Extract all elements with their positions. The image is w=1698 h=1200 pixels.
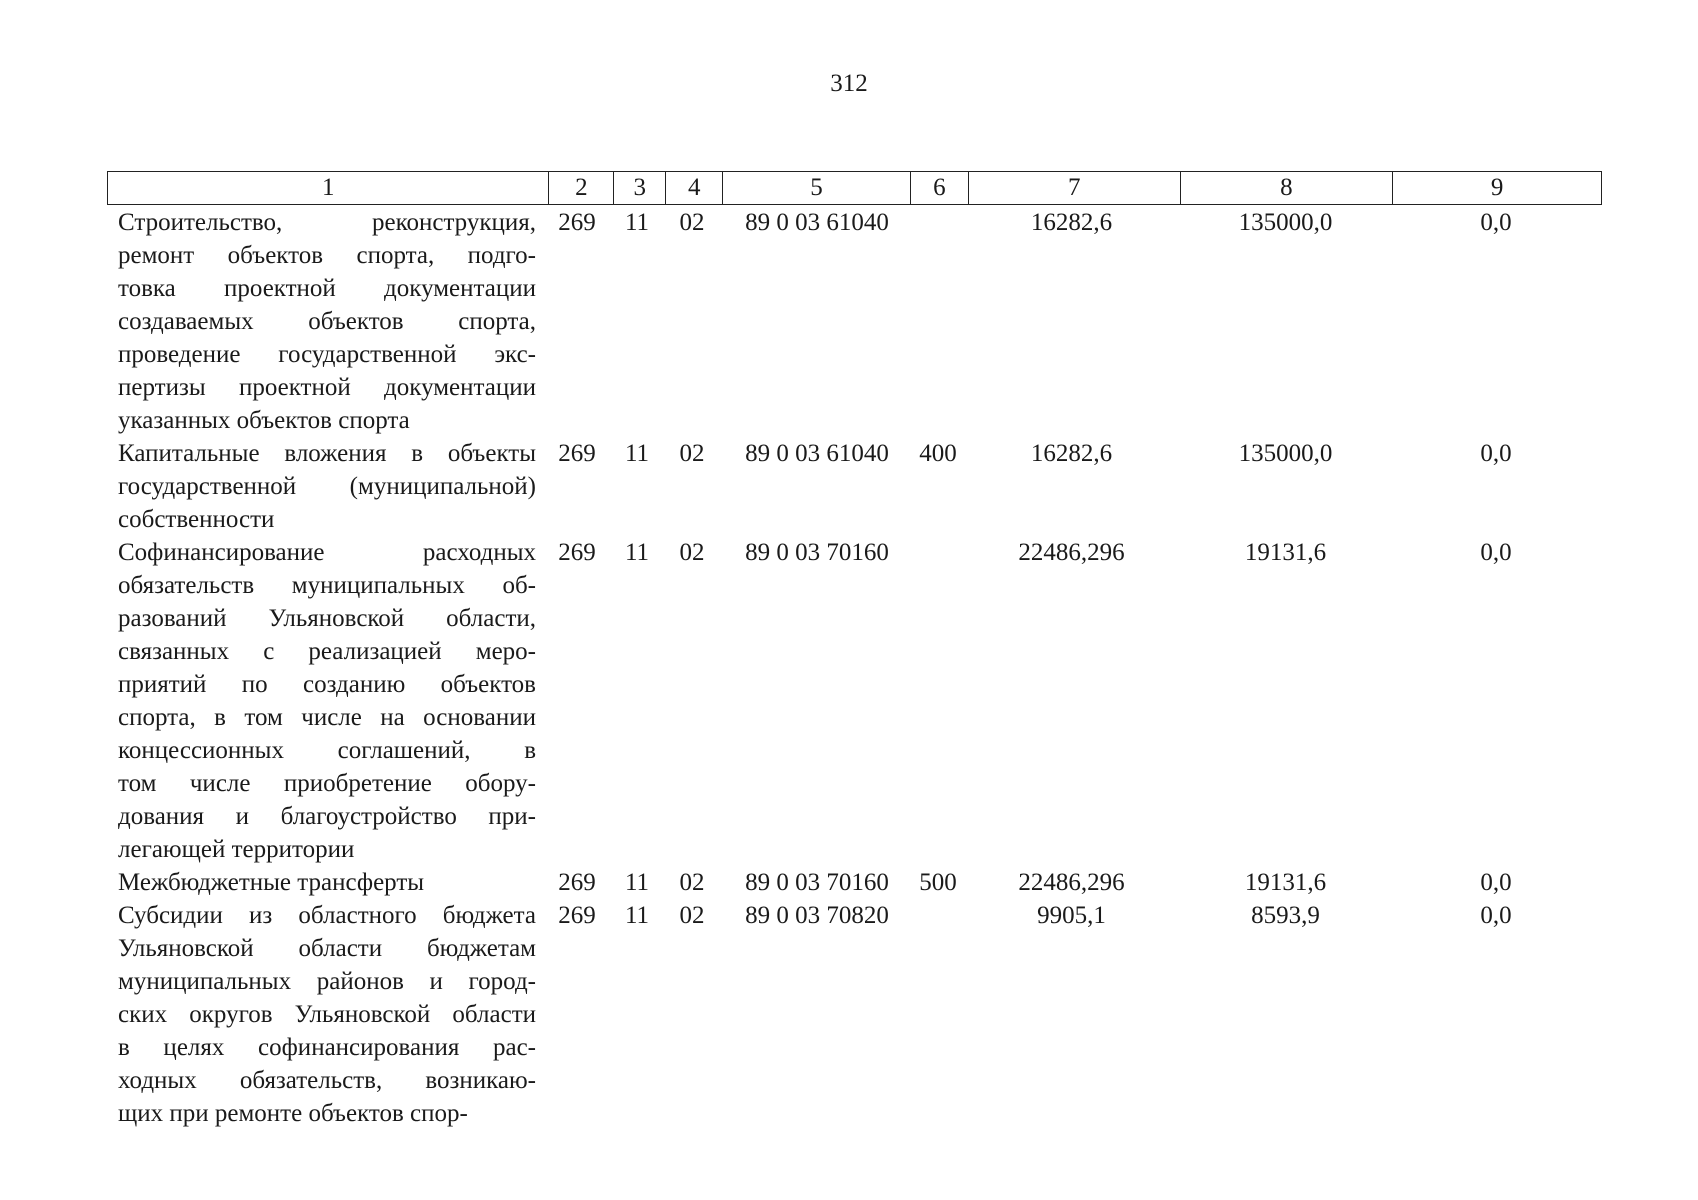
description-line: товка проектной документации [118, 275, 536, 302]
description-line: легающей территории [118, 836, 355, 863]
description-line: Капитальные вложения в объекты [118, 440, 536, 467]
cell-col-2: 269 [558, 869, 596, 896]
cell-col-9: 0,0 [1480, 902, 1512, 929]
header-col-8: 8 [1181, 172, 1394, 204]
description-line: проведение государственной экс- [118, 341, 536, 368]
cell-col-3: 11 [624, 539, 650, 566]
cell-col-3: 11 [624, 209, 650, 236]
cell-col-7: 9905,1 [1037, 902, 1106, 929]
header-col-4: 4 [666, 172, 723, 204]
table-header [107, 171, 1602, 205]
table-row [118, 206, 1600, 437]
cell-col-9: 0,0 [1480, 440, 1512, 467]
description-line: в целях софинансирования рас- [118, 1034, 536, 1061]
description-line: указанных объектов спорта [118, 407, 410, 434]
description-line: связанных с реализацией меро- [118, 638, 536, 665]
cell-col-8: 8593,9 [1251, 902, 1320, 929]
table-body [118, 206, 1600, 1130]
table-row [118, 536, 1600, 866]
cell-col-4: 02 [679, 440, 705, 467]
table-row [118, 899, 1600, 1130]
cell-col-7: 22486,296 [1018, 539, 1125, 566]
cell-col-5: 89 0 03 70820 [745, 902, 889, 929]
description-line: приятий по созданию объектов [118, 671, 536, 698]
cell-col-5: 89 0 03 70160 [745, 869, 889, 896]
cell-col-6 [912, 899, 964, 1130]
header-col-2: 2 [549, 172, 614, 204]
cell-col-4: 02 [679, 209, 705, 236]
description-line: Межбюджетные трансферты [118, 869, 425, 896]
page-number: 312 [830, 70, 868, 97]
cell-col-2: 269 [558, 902, 596, 929]
description-line: дования и благоустройство при- [118, 803, 536, 830]
cell-col-6 [912, 536, 964, 866]
header-col-9: 9 [1490, 174, 1504, 201]
cell-col-9: 0,0 [1480, 209, 1512, 236]
description-line: Софинансирование расходных [118, 539, 536, 566]
description-line: ходных обязательств, возникаю- [118, 1067, 536, 1094]
cell-col-8: 135000,0 [1238, 440, 1333, 467]
description-line: разований Ульяновской области, [118, 605, 536, 632]
description-line: пертизы проектной документации [118, 374, 536, 401]
cell-col-6: 400 [919, 440, 957, 467]
cell-col-5: 89 0 03 61040 [745, 440, 889, 467]
cell-col-5: 89 0 03 61040 [745, 209, 889, 236]
table-row [118, 866, 1600, 899]
row-description [118, 866, 536, 899]
description-line: том числе приобретение обору- [118, 770, 536, 797]
cell-col-4: 02 [679, 539, 705, 566]
row-description [118, 899, 536, 1130]
cell-col-5: 89 0 03 70160 [745, 539, 889, 566]
description-line: концессионных соглашений, в [118, 737, 536, 764]
row-description [118, 206, 536, 437]
description-line: ских округов Ульяновской области [118, 1001, 536, 1028]
cell-col-9: 0,0 [1480, 539, 1512, 566]
row-description [118, 536, 536, 866]
header-col-7: 7 [969, 172, 1181, 204]
description-line: Ульяновской области бюджетам [118, 935, 536, 962]
header-col-1: 1 [108, 172, 549, 204]
cell-col-2: 269 [558, 539, 596, 566]
header-col-6: 6 [911, 172, 969, 204]
description-line: обязательств муниципальных об- [118, 572, 536, 599]
cell-col-7: 16282,6 [1030, 209, 1113, 236]
cell-col-8: 135000,0 [1238, 209, 1333, 236]
cell-col-4: 02 [679, 902, 705, 929]
cell-col-2: 269 [558, 209, 596, 236]
cell-col-4: 02 [679, 869, 705, 896]
cell-col-6 [912, 206, 964, 437]
description-line: щих при ремонте объектов спор- [118, 1100, 468, 1127]
row-description [118, 437, 536, 536]
description-line: ремонт объектов спорта, подго- [118, 242, 536, 269]
cell-col-9: 0,0 [1480, 869, 1512, 896]
cell-col-3: 11 [624, 869, 650, 896]
cell-col-3: 11 [624, 440, 650, 467]
description-line: создаваемых объектов спорта, [118, 308, 536, 335]
cell-col-3: 11 [624, 902, 650, 929]
header-col-3: 3 [614, 172, 666, 204]
cell-col-7: 16282,6 [1030, 440, 1113, 467]
description-line: спорта, в том числе на основании [118, 704, 536, 731]
cell-col-7: 22486,296 [1018, 869, 1125, 896]
description-line: муниципальных районов и город- [118, 968, 536, 995]
description-line: Строительство, реконструкция, [118, 209, 536, 236]
description-line: Субсидии из областного бюджета [118, 902, 536, 929]
cell-col-6: 500 [919, 869, 957, 896]
description-line: государственной (муниципальной) [118, 473, 536, 500]
description-line: собственности [118, 506, 275, 533]
cell-col-8: 19131,6 [1244, 539, 1327, 566]
cell-col-8: 19131,6 [1244, 869, 1327, 896]
cell-col-2: 269 [558, 440, 596, 467]
header-col-5: 5 [723, 172, 911, 204]
table-row [118, 437, 1600, 536]
